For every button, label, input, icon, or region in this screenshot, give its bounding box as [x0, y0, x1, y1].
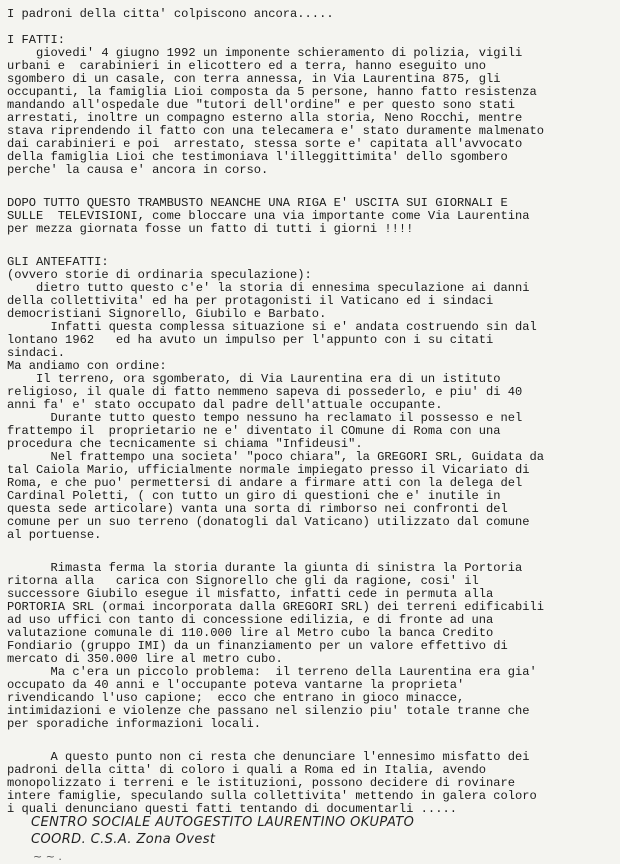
- text-line: SULLE TELEVISIONI, come bloccare una via importante come Via Laurentina: [7, 210, 530, 223]
- text-line: padroni della citta' di coloro i quali a Roma ed in Italia, avendo: [7, 764, 486, 777]
- text-line: per sporadiche informazioni locali.: [7, 718, 262, 731]
- text-line: DOPO TUTTO QUESTO TRAMBUSTO NEANCHE UNA RIGA E' USCITA SUI GIORNALI E: [7, 197, 508, 210]
- signature-line: COORD. C.S.A. Zona Ovest: [31, 832, 216, 847]
- text-line: i quali denunciano questi fatti tentando di documentarli .....: [7, 803, 457, 816]
- antefatti-heading: GLI ANTEFATTI:: [7, 256, 109, 269]
- text-line: rivendicando l'uso capione; ecco che entrano in gioco minacce,: [7, 692, 465, 705]
- text-line: lontano 1962 ed ha avuto un impulso per l'appunto con i su citati: [7, 334, 494, 347]
- text-line: Infatti questa complessa situazione si e' andata costruendo sin dal: [7, 321, 537, 334]
- text-line: successore Giubilo esegue il misfatto, infatti cede in permuta alla: [7, 588, 494, 601]
- text-line: intere famiglie, speculando sulla collettivita' mettendo in galera coloro: [7, 790, 537, 803]
- antefatti-paragraph-1: [7, 282, 613, 360]
- text-line: urbani e carabinieri in elicottero ed a terra, hanno eseguito uno: [7, 60, 486, 73]
- text-line: mercato di 350.000 lire al metro cubo.: [7, 653, 283, 666]
- text-line: Il terreno, ora sgomberato, di Via Laurentina era di un istituto: [7, 373, 501, 386]
- fatti-paragraph: [7, 47, 613, 177]
- signature-line: CENTRO SOCIALE AUTOGESTITO LAURENTINO OKUPATO: [31, 815, 415, 830]
- text-line: dai carabinieri e poi arrestato, stessa sorte e' capitata all'avvocato: [7, 138, 523, 151]
- text-line: occupanti, la famiglia Lioi composta da 5 persone, hanno fatto resistenza: [7, 86, 537, 99]
- text-line: Roma, e che puo' permettersi di andare a firmare atti con la delega del: [7, 477, 523, 490]
- text-line: per mezza giornata fosse un fatto di tutti i giorni !!!!: [7, 223, 414, 236]
- text-line: giovedi' 4 giugno 1992 un imponente schieramento di polizia, vigili: [7, 47, 523, 60]
- text-line: PORTORIA SRL (ormai incorporata dalla GREGORI SRL) dei terreni edificabili: [7, 601, 545, 614]
- text-line: ritorna alla carica con Signorello che gli da ragione, cosi' il: [7, 575, 479, 588]
- dopo-paragraph: [7, 197, 613, 236]
- text-line: Nel frattempo una societa' "poco chiara", la GREGORI SRL, Guidata da: [7, 451, 545, 464]
- text-line: Cardinal Poletti, ( con tutto un giro di questioni che e' inutile in: [7, 490, 501, 503]
- text-line: sindaci.: [7, 347, 66, 360]
- text-line: comune per un suo terreno (donatogli dal Vaticano) utilizzato dal comune: [7, 516, 530, 529]
- document-title: I padroni della citta' colpiscono ancora.....: [7, 8, 334, 21]
- antefatti-subheading: (ovvero storie di ordinaria speculazione):: [7, 269, 312, 282]
- text-line: dietro tutto questo c'e' la storia di ennesima speculazione ai danni: [7, 282, 530, 295]
- antefatti-paragraph-2: [7, 373, 613, 542]
- text-line: religioso, il quale di fatto nemmeno sapeva di possederlo, e piu' di 40: [7, 386, 523, 399]
- text-line: monopolizzato i terreni e le istituzioni, possono decidere di rovinare: [7, 777, 516, 790]
- text-line: Durante tutto questo tempo nessuno ha reclamato il possesso e nel: [7, 412, 523, 425]
- text-line: arrestati, inoltre un compagno esterno alla storia, Neno Rocchi, mentre: [7, 112, 523, 125]
- text-line: perche' la causa e' ancora in corso.: [7, 164, 269, 177]
- ordine-line: Ma andiamo con ordine:: [7, 360, 167, 373]
- text-line: Ma c'era un piccolo problema: il terreno della Laurentina era gia': [7, 666, 537, 679]
- handwritten-signature: [7, 816, 613, 864]
- trailing-mark: ~ ~ .: [33, 850, 62, 863]
- text-line: mandando all'ospedale due "tutori dell'ordine" e per questo sono stati: [7, 99, 516, 112]
- text-line: ad uso uffici con tanto di concessione edilizia, e di fronte ad una: [7, 614, 494, 627]
- text-line: intimidazioni e violenze che passano nel silenzio piu' totale tranne che: [7, 705, 530, 718]
- text-line: stava riprendendo il fatto con una telecamera e' stato duramente malmenato: [7, 125, 545, 138]
- text-line: della famiglia Lioi che testimoniava l'illeggittimita' dello sgombero: [7, 151, 508, 164]
- text-line: sgombero di un casale, con terra annessa, in Via Laurentina 875, gli: [7, 73, 501, 86]
- fatti-heading: I FATTI:: [7, 34, 66, 47]
- text-line: A questo punto non ci resta che denunciare l'ennesimo misfatto dei: [7, 751, 530, 764]
- text-line: Rimasta ferma la storia durante la giunta di sinistra la Portoria: [7, 562, 523, 575]
- text-line: questa sede articolare) vanta una sorta di rimborso nei confronti del: [7, 503, 508, 516]
- text-line: al portuense.: [7, 529, 102, 542]
- finale-paragraph: [7, 751, 613, 816]
- rimasta-paragraph: [7, 562, 613, 731]
- text-line: Fondiario (gruppo IMI) da un finanziamento per un valore effettivo di: [7, 640, 508, 653]
- text-line: tal Caiola Mario, ufficialmente normale impiegato presso il Vicariato di: [7, 464, 530, 477]
- text-line: valutazione comunale di 110.000 lire al Metro cubo la banca Credito: [7, 627, 494, 640]
- text-line: occupato da 40 anni e l'occupante poteva vantarne la proprieta': [7, 679, 465, 692]
- text-line: procedura che tecnicamente si chiama "Infideusi".: [7, 438, 363, 451]
- text-line: della collettivita' ed ha per protagonisti il Vaticano ed i sindaci: [7, 295, 494, 308]
- text-line: anni fa' e' stato occupato dal padre dell'attuale occupante.: [7, 399, 443, 412]
- text-line: democristiani Signorello, Giubilo e Barbato.: [7, 308, 327, 321]
- text-line: frattempo il proprietario ne e' diventato il COmune di Roma con una: [7, 425, 501, 438]
